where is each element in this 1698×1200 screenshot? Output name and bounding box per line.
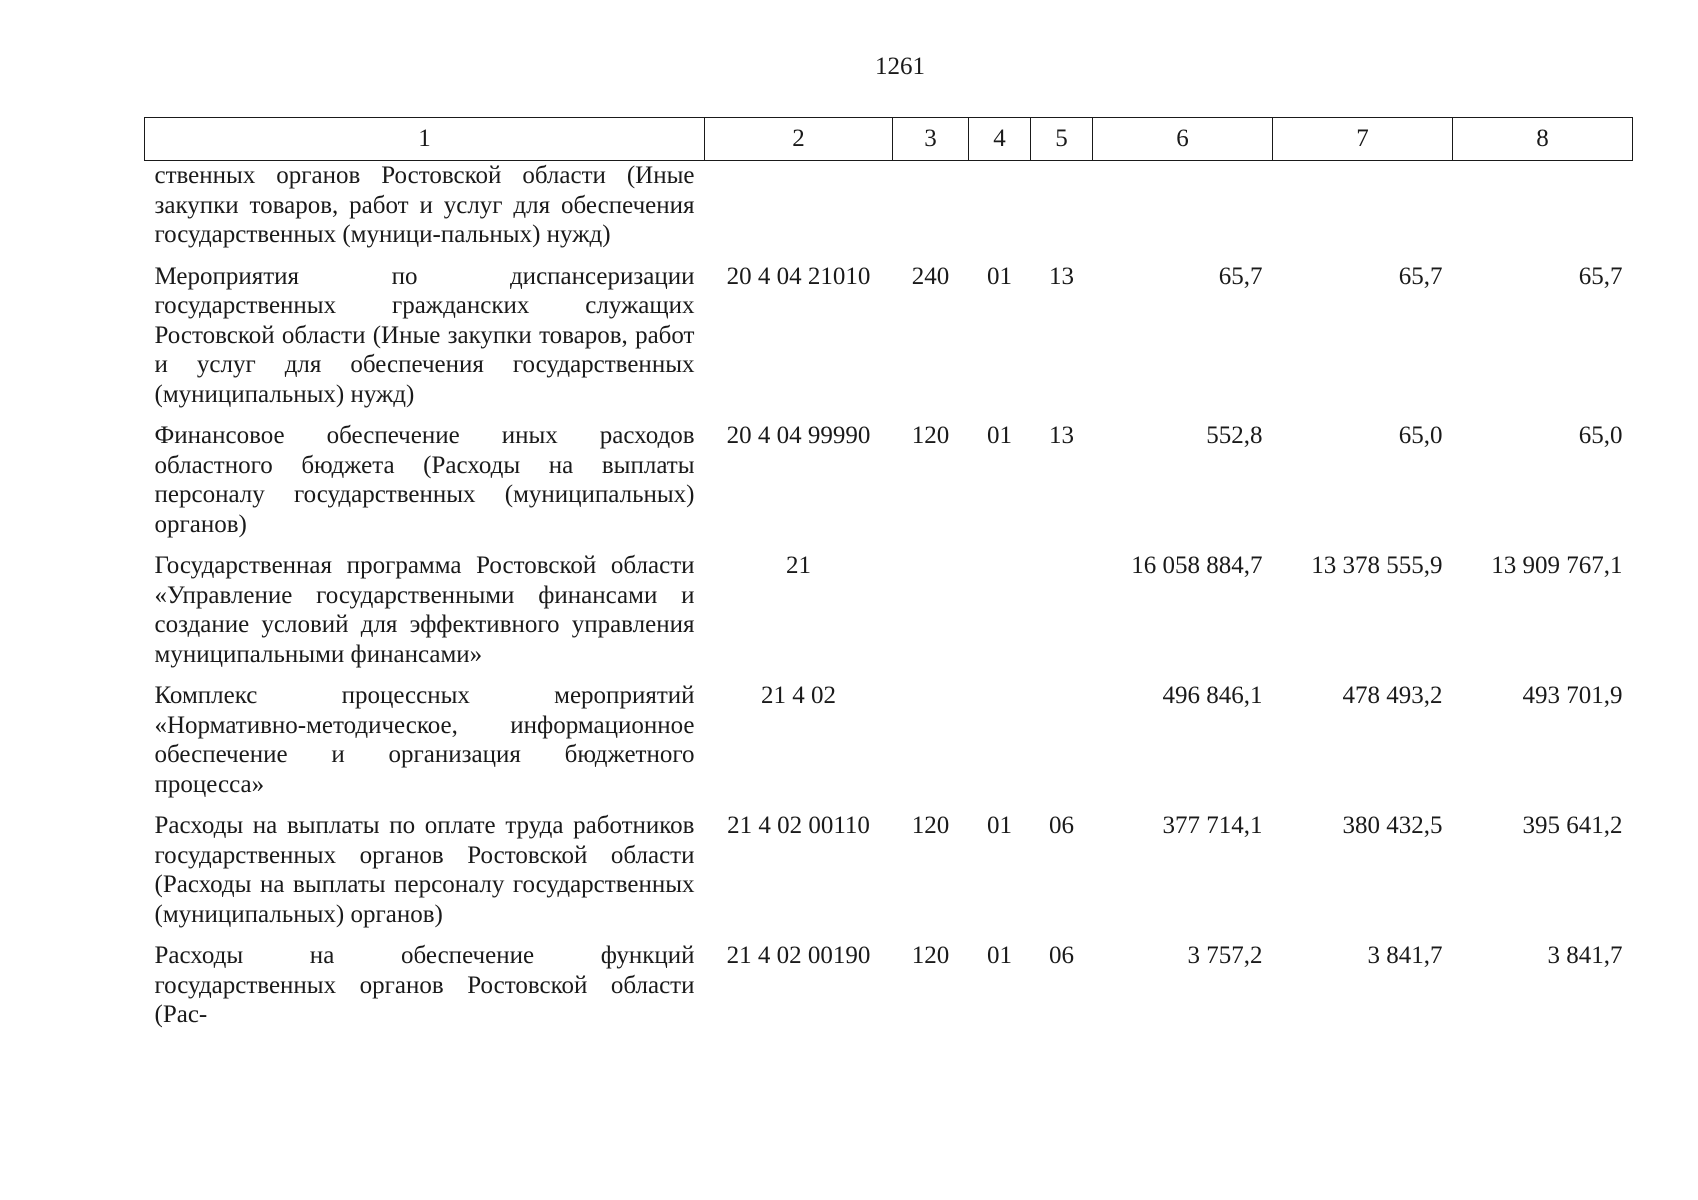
row-year3: 3 841,7: [1547, 942, 1623, 969]
row-pr: [1031, 681, 1093, 811]
row-rz: [969, 551, 1031, 681]
row-year1: [1093, 161, 1273, 262]
row-vr: 120: [911, 942, 950, 969]
row-year3: 493 701,9: [1522, 682, 1623, 709]
column-header: 8: [1453, 118, 1633, 161]
row-description: ственных органов Ростовской области (Иные закупки товаров, работ и услуг для обеспечения государственных (муници-пальных) нужд): [154, 162, 695, 248]
row-pr: 06: [1049, 942, 1074, 969]
column-header: 1: [145, 118, 705, 161]
row-year1: 496 846,1: [1162, 682, 1263, 709]
row-year1: 16 058 884,7: [1131, 552, 1263, 579]
row-year2: 13 378 555,9: [1311, 552, 1443, 579]
row-vr: 120: [911, 422, 950, 449]
row-year1: 552,8: [1206, 422, 1263, 449]
row-year3: 13 909 767,1: [1491, 552, 1623, 579]
row-description: Государственная программа Ростовской области «Управление государственными финансами и создание условий для эффективного управления муниципальными финансами»: [154, 552, 695, 668]
column-header: 6: [1093, 118, 1273, 161]
row-code: 20 4 04 99990: [726, 422, 871, 449]
row-description: Расходы на выплаты по оплате труда работников государственных органов Ростовской области (Расходы на выплаты персоналу государственных (муниципальных) органов): [154, 812, 695, 928]
column-header: 5: [1031, 118, 1093, 161]
column-header: 4: [969, 118, 1031, 161]
row-rz: [969, 161, 1031, 262]
row-rz: 01: [987, 262, 1012, 290]
table-row: [145, 681, 1633, 811]
row-vr: [893, 161, 969, 262]
row-code: 21 4 02: [761, 682, 836, 709]
row-code: 21: [786, 552, 811, 579]
table-row: [145, 811, 1633, 941]
budget-table: [144, 117, 1633, 1042]
table-header: [145, 118, 1633, 161]
table-row: [145, 551, 1633, 681]
column-header: 7: [1273, 118, 1453, 161]
row-year1: 3 757,2: [1187, 942, 1263, 969]
row-code: 20 4 04 21010: [726, 262, 871, 290]
row-description: Расходы на обеспечение функций государственных органов Ростовской области (Рас-: [154, 942, 695, 1028]
row-year3: 395 641,2: [1522, 812, 1623, 839]
page-number: 1261: [875, 53, 925, 80]
row-vr: 120: [911, 812, 950, 839]
row-year1: 65,7: [1218, 262, 1263, 290]
row-year2: 3 841,7: [1367, 942, 1443, 969]
header-row: [145, 118, 1633, 161]
row-code: [705, 161, 893, 262]
row-pr: [1031, 161, 1093, 262]
row-rz: 01: [987, 422, 1012, 449]
row-rz: 01: [987, 942, 1012, 969]
row-description: Комплекс процессных мероприятий «Нормативно-методическое, информационное обеспечение и организация бюджетного процесса»: [154, 682, 695, 798]
table-row: [145, 262, 1633, 422]
row-rz: 01: [987, 812, 1012, 839]
column-header: 2: [705, 118, 893, 161]
row-year2: 380 432,5: [1342, 812, 1443, 839]
row-description: Финансовое обеспечение иных расходов областного бюджета (Расходы на выплаты персоналу государственных (муниципальных) органов): [154, 422, 695, 538]
row-year1: 377 714,1: [1162, 812, 1263, 839]
table-row: [145, 161, 1633, 262]
table-row: [145, 941, 1633, 1042]
row-year3: 65,7: [1578, 262, 1623, 290]
row-code: 21 4 02 00110: [727, 812, 870, 839]
table-row: [145, 421, 1633, 551]
row-description: Мероприятия по диспансеризации государственных гражданских служащих Ростовской области (Иные закупки товаров, работ и услуг для обеспечения государственных (муниципальных) нужд): [154, 262, 695, 408]
row-year2: 65,7: [1398, 262, 1443, 290]
row-pr: [1031, 551, 1093, 681]
row-pr: 13: [1049, 262, 1074, 290]
row-year3: [1453, 161, 1633, 262]
row-pr: 13: [1049, 422, 1074, 449]
row-vr: [893, 681, 969, 811]
row-pr: 06: [1049, 812, 1074, 839]
row-year3: 65,0: [1578, 422, 1623, 449]
row-year2: 478 493,2: [1342, 682, 1443, 709]
row-rz: [969, 681, 1031, 811]
table-body: [145, 161, 1633, 1042]
row-code: 21 4 02 00190: [726, 942, 871, 969]
column-header: 3: [893, 118, 969, 161]
row-vr: 240: [911, 262, 950, 290]
row-year2: [1273, 161, 1453, 262]
row-vr: [893, 551, 969, 681]
row-year2: 65,0: [1398, 422, 1443, 449]
